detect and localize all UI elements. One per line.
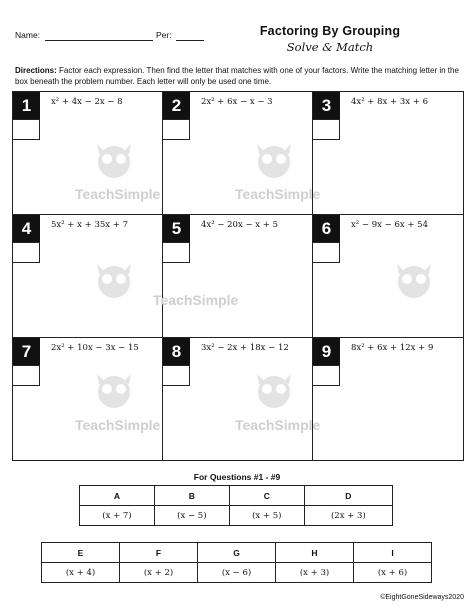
answer-box[interactable]	[163, 242, 190, 263]
key-factor: (x − 6)	[198, 563, 276, 583]
problem-number: 9	[313, 338, 340, 365]
key-factor: (x + 6)	[354, 563, 432, 583]
problem-cell-9	[313, 338, 463, 461]
key-factor: (x − 5)	[154, 506, 229, 526]
problem-cell-4	[13, 215, 163, 338]
answer-box[interactable]	[163, 365, 190, 386]
key-letter: B	[154, 486, 229, 506]
answer-box[interactable]	[13, 119, 40, 140]
key-factor: (x + 5)	[229, 506, 304, 526]
problem-cell-5	[163, 215, 313, 338]
key-letter: F	[120, 543, 198, 563]
problem-expression: 3x² − 2x + 18x − 12	[201, 343, 289, 353]
directions-text: Factor each expression. Then find the letter that matches with one of your factors. Write the matching letter in the box beneath the problem number. Each letter will only be used one time.	[15, 66, 459, 86]
watermark-owl-icon	[251, 372, 297, 412]
problem-expression: 4x² + 8x + 3x + 6	[351, 97, 428, 107]
problem-grid	[12, 91, 464, 461]
answer-box[interactable]	[13, 242, 40, 263]
problem-expression: x² − 9x − 6x + 54	[351, 220, 428, 230]
key-factor: (x + 4)	[42, 563, 120, 583]
problem-number: 8	[163, 338, 190, 365]
watermark-text: TeachSimple	[75, 417, 161, 433]
watermark-text: TeachSimple	[235, 186, 321, 202]
problem-expression: 4x² − 20x − x + 5	[201, 220, 278, 230]
problem-expression: x² + 4x − 2x − 8	[51, 97, 123, 107]
problem-cell-6	[313, 215, 463, 338]
key-letter: G	[198, 543, 276, 563]
problem-expression: 8x² + 6x + 12x + 9	[351, 343, 434, 353]
problem-number: 7	[13, 338, 40, 365]
page-title: Factoring By Grouping	[259, 24, 401, 38]
answer-box[interactable]	[313, 365, 340, 386]
watermark-owl-icon	[91, 142, 137, 182]
page-subtitle: Solve & Match	[286, 40, 374, 54]
per-label: Per:	[156, 30, 172, 40]
watermark-text: TeachSimple	[153, 292, 239, 308]
watermark-owl-icon	[91, 262, 137, 302]
answer-key-heading: For Questions #1 - #9	[193, 472, 281, 482]
name-line[interactable]	[45, 40, 153, 41]
per-line[interactable]	[176, 40, 204, 41]
watermark-owl-icon	[251, 142, 297, 182]
key-factor: (x + 3)	[276, 563, 354, 583]
problem-cell-3	[313, 92, 463, 215]
answer-box[interactable]	[313, 119, 340, 140]
key-letter: I	[354, 543, 432, 563]
name-label: Name:	[15, 30, 41, 40]
watermark-text: TeachSimple	[75, 186, 161, 202]
problem-number: 1	[13, 92, 40, 119]
problem-number: 4	[13, 215, 40, 242]
problem-number: 2	[163, 92, 190, 119]
key-factor: (2x + 3)	[304, 506, 392, 526]
key-factor: (x + 2)	[120, 563, 198, 583]
answer-key-table-2	[41, 542, 432, 583]
answer-box[interactable]	[163, 119, 190, 140]
answer-box[interactable]	[313, 242, 340, 263]
problem-number: 3	[313, 92, 340, 119]
watermark-owl-icon	[91, 372, 137, 412]
problem-expression: 2x² + 10x − 3x − 15	[51, 343, 139, 353]
watermark-text: TeachSimple	[235, 417, 321, 433]
copyright-footer: ©EightGoneSideways2020	[380, 594, 464, 601]
key-letter: A	[80, 486, 155, 506]
key-letter: E	[42, 543, 120, 563]
key-letter: C	[229, 486, 304, 506]
answer-key-table-1	[79, 485, 393, 526]
key-letter: D	[304, 486, 392, 506]
answer-box[interactable]	[13, 365, 40, 386]
key-letter: H	[276, 543, 354, 563]
key-factor: (x + 7)	[80, 506, 155, 526]
problem-cell-7	[13, 338, 163, 461]
directions-label: Directions:	[15, 66, 57, 75]
problem-expression: 2x² + 6x − x − 3	[201, 97, 273, 107]
problem-expression: 5x² + x + 35x + 7	[51, 220, 128, 230]
problem-number: 6	[313, 215, 340, 242]
watermark-owl-icon	[391, 262, 437, 302]
problem-number: 5	[163, 215, 190, 242]
directions	[15, 65, 463, 87]
